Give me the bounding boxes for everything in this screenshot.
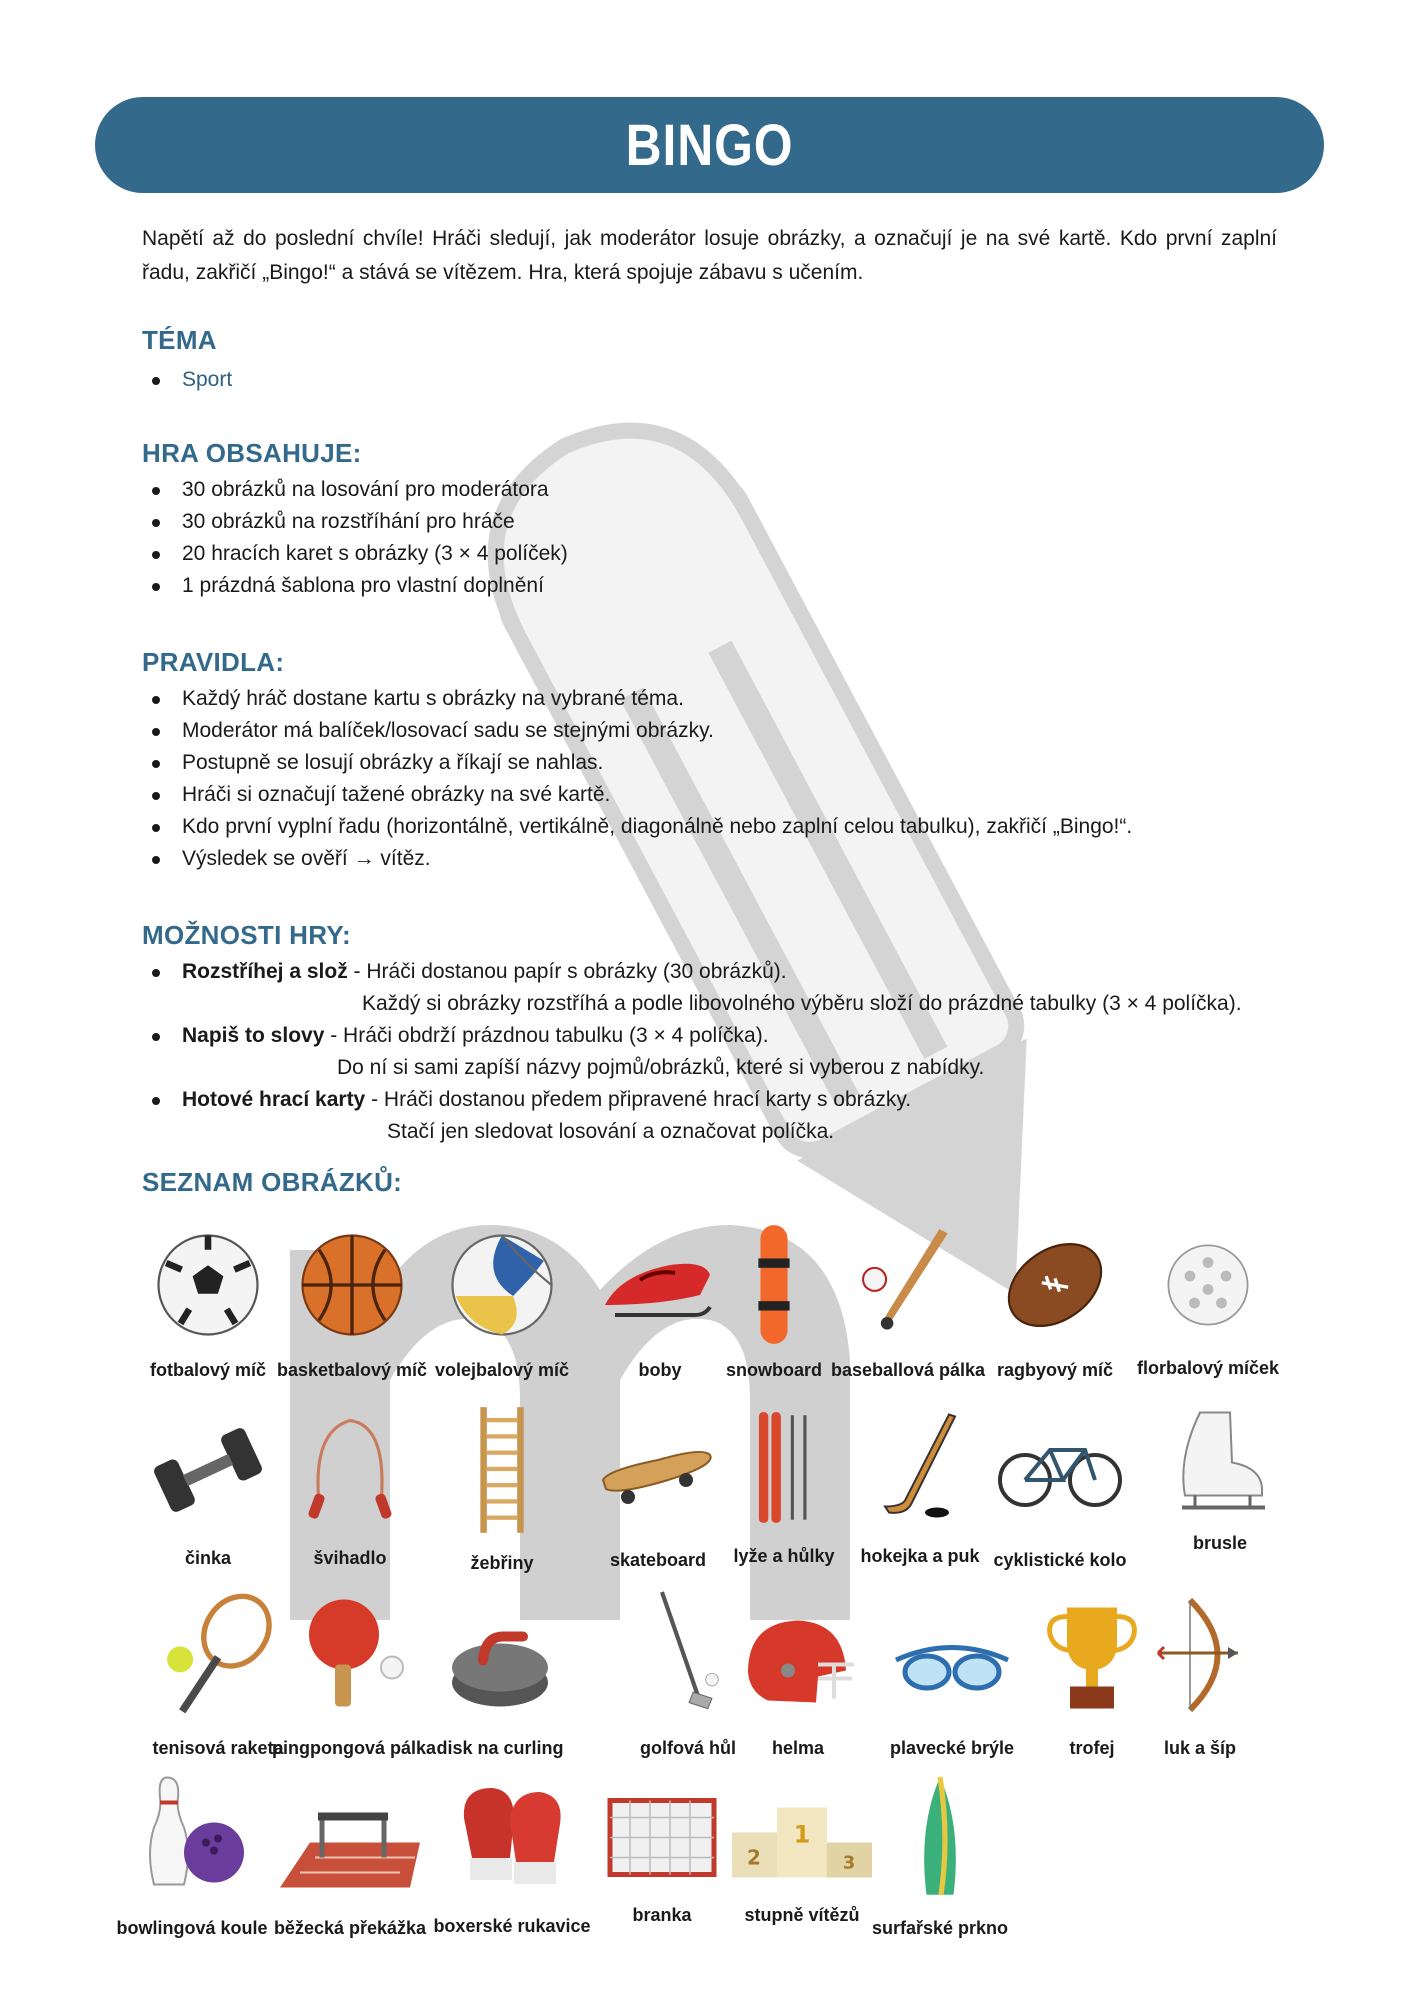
option-text: - Hráči dostanou předem připravené hrací karty s obrázky. (365, 1088, 912, 1111)
image-label: tenisová raketa (152, 1738, 284, 1758)
list-item: 20 hracích karet s obrázky (3 × 4 políček) (142, 538, 568, 570)
contents-heading: HRA OBSAHUJE: (142, 438, 362, 468)
image-label: skateboard (609, 1550, 707, 1570)
image-item-soccer-ball (128, 1230, 288, 1380)
image-label: florbalový míček (1136, 1358, 1280, 1378)
image-item-floorball (1128, 1240, 1288, 1378)
basketball-icon (297, 1230, 407, 1340)
image-label: trofej (1069, 1738, 1115, 1758)
image-item-wall-bars (422, 1405, 582, 1573)
image-label: snowboard (725, 1360, 822, 1380)
image-label: luk a šíp (1163, 1738, 1237, 1758)
options-list (142, 956, 1242, 1148)
options-heading: MOŽNOSTI HRY: (142, 920, 351, 950)
svg-text:2: 2 (747, 1845, 761, 1870)
list-item: Každý hráč dostane kartu s obrázky na vybrané téma. (142, 683, 1132, 715)
boxing-gloves-icon (452, 1778, 572, 1898)
snowboard-icon (744, 1222, 804, 1347)
image-label: fotbalový míč (149, 1360, 267, 1380)
option-text: - Hráči dostanou papír s obrázky (30 obrázků). (347, 960, 787, 983)
ice-skate-icon (1170, 1405, 1270, 1520)
image-label: boxerské rukavice (433, 1916, 591, 1936)
goal-icon (602, 1790, 722, 1885)
option-item (142, 956, 1242, 1020)
contents-list (142, 474, 568, 602)
image-label: cyklistické kolo (993, 1550, 1127, 1570)
image-label: boby (638, 1360, 682, 1380)
bow-arrow-icon (1150, 1595, 1250, 1715)
bicycle-icon (995, 1425, 1125, 1515)
title-banner (95, 97, 1324, 193)
image-item-dumbbell (128, 1420, 288, 1568)
image-label: žebřiny (470, 1553, 534, 1573)
skis-icon (749, 1410, 819, 1525)
option-item (142, 1020, 1242, 1084)
image-item-swim-goggles (872, 1630, 1032, 1758)
image-item-jump-rope (270, 1410, 430, 1568)
image-label: volejbalový míč (434, 1360, 570, 1380)
image-label: pingpongová pálka (271, 1738, 436, 1758)
image-label: disk na curling (436, 1738, 564, 1758)
list-item: 30 obrázků na rozstříhání pro hráče (142, 506, 568, 538)
image-label: bowlingová koule (116, 1918, 268, 1938)
image-label: basketbalový míč (276, 1360, 428, 1380)
image-item-hockey-stick (840, 1410, 1000, 1566)
list-item: Postupně se losují obrázky a říkají se nahlas. (142, 747, 1132, 779)
dumbbell-icon (153, 1420, 263, 1520)
swim-goggles-icon (892, 1630, 1012, 1710)
image-label: ragbyový míč (996, 1360, 1114, 1380)
svg-text:1: 1 (793, 1820, 811, 1849)
image-label: branka (632, 1905, 692, 1925)
rules-list (142, 683, 1132, 875)
images-heading: SEZNAM OBRÁZKŮ: (142, 1167, 403, 1197)
option-continuation: Do ní si sami zapíší názvy pojmů/obrázků, které si vyberou z nabídky. (337, 1056, 985, 1079)
golf-club-icon (648, 1590, 728, 1715)
image-label: brusle (1192, 1533, 1248, 1553)
image-label: běžecká překážka (273, 1918, 427, 1938)
skateboard-icon (598, 1425, 718, 1515)
image-label: baseballová pálka (830, 1360, 986, 1380)
list-item: Hráči si označují tažené obrázky na své kartě. (142, 779, 1132, 811)
option-item (142, 1084, 1242, 1148)
image-item-surfboard (860, 1775, 1020, 1938)
image-item-volleyball (422, 1230, 582, 1380)
hurdle-icon (280, 1800, 420, 1895)
image-item-ping-pong-paddle (271, 1590, 436, 1758)
intro-paragraph: Napětí až do poslední chvíle! Hráči sledují, jak moderátor losuje obrázky, a označují je na své kartě. Kdo první zaplní řadu, zakřičí „Bingo!“ a stává se vítězem. Hra, která spojuje zábavu s učením. (142, 227, 1277, 284)
theme-list (142, 364, 232, 396)
image-label: golfová hůl (640, 1738, 736, 1758)
floorball-icon (1163, 1240, 1253, 1330)
ping-pong-paddle-icon (299, 1590, 409, 1715)
volleyball-icon (447, 1230, 557, 1340)
image-item-curling-stone (420, 1610, 580, 1758)
rules-heading: PRAVIDLA: (142, 647, 285, 677)
list-item: Výsledek se ověří → vítěz. (142, 843, 1132, 875)
image-item-baseball-bat (828, 1225, 988, 1380)
image-label: plavecké brýle (889, 1738, 1015, 1758)
hockey-stick-icon (875, 1410, 965, 1525)
image-item-bicycle (980, 1425, 1140, 1570)
surfboard-icon (910, 1775, 970, 1900)
list-item: 1 prázdná šablona pro vlastní doplnění (142, 570, 568, 602)
option-name: Rozstříhej a slož (182, 960, 348, 983)
image-item-ice-skate (1140, 1405, 1300, 1553)
image-label: helma (771, 1738, 825, 1758)
image-item-hurdle (270, 1800, 430, 1938)
rugby-ball-icon (1000, 1230, 1110, 1340)
image-label: surfařské prkno (871, 1918, 1009, 1938)
image-label: lyže a hůlky (733, 1546, 835, 1566)
option-name: Hotové hrací karty (182, 1088, 366, 1111)
image-label: stupně vítězů (744, 1905, 860, 1925)
option-name: Napiš to slovy (182, 1024, 325, 1047)
list-item: Kdo první vyplní řadu (horizontálně, vertikálně, diagonálně nebo zaplní celou tabulku), zakřičí „Bingo!“. (142, 811, 1132, 843)
soccer-ball-icon (153, 1230, 263, 1340)
image-item-boxing-gloves (432, 1778, 592, 1936)
theme-heading: TÉMA (142, 325, 217, 355)
helmet-icon (738, 1610, 858, 1715)
image-label: činka (184, 1548, 232, 1568)
image-label: švihadlo (313, 1548, 387, 1568)
jump-rope-icon (295, 1410, 405, 1525)
option-continuation: Stačí jen sledovat losování a označovat políčka. (387, 1120, 835, 1143)
curling-stone-icon (445, 1610, 555, 1715)
bowling-icon (132, 1770, 252, 1895)
podium-icon (732, 1800, 872, 1885)
list-item: Sport (142, 364, 232, 396)
page-title: BINGO (625, 112, 794, 178)
image-item-basketball (272, 1230, 432, 1380)
image-item-bowling (112, 1770, 272, 1938)
baseball-bat-icon (853, 1225, 963, 1340)
option-continuation: Každý si obrázky rozstříhá a podle libovolného výběru složí do prázdné tabulky (3 × 4 políčka). (362, 992, 1242, 1015)
svg-text:3: 3 (842, 1852, 856, 1874)
tennis-racket-icon (158, 1590, 278, 1720)
image-item-rugby-ball (975, 1230, 1135, 1380)
wall-bars-icon (472, 1405, 532, 1535)
list-item: Moderátor má balíček/losovací sadu se stejnými obrázky. (142, 715, 1132, 747)
option-text: - Hráči obdrží prázdnou tabulku (3 × 4 políčka). (324, 1024, 769, 1047)
list-item: 30 obrázků na losování pro moderátora (142, 474, 568, 506)
image-label: hokejka a puk (860, 1546, 980, 1566)
image-item-bow-arrow (1120, 1595, 1280, 1758)
image-item-goal (582, 1790, 742, 1925)
image-item-podium (722, 1800, 882, 1925)
image-item-helmet (718, 1610, 878, 1758)
